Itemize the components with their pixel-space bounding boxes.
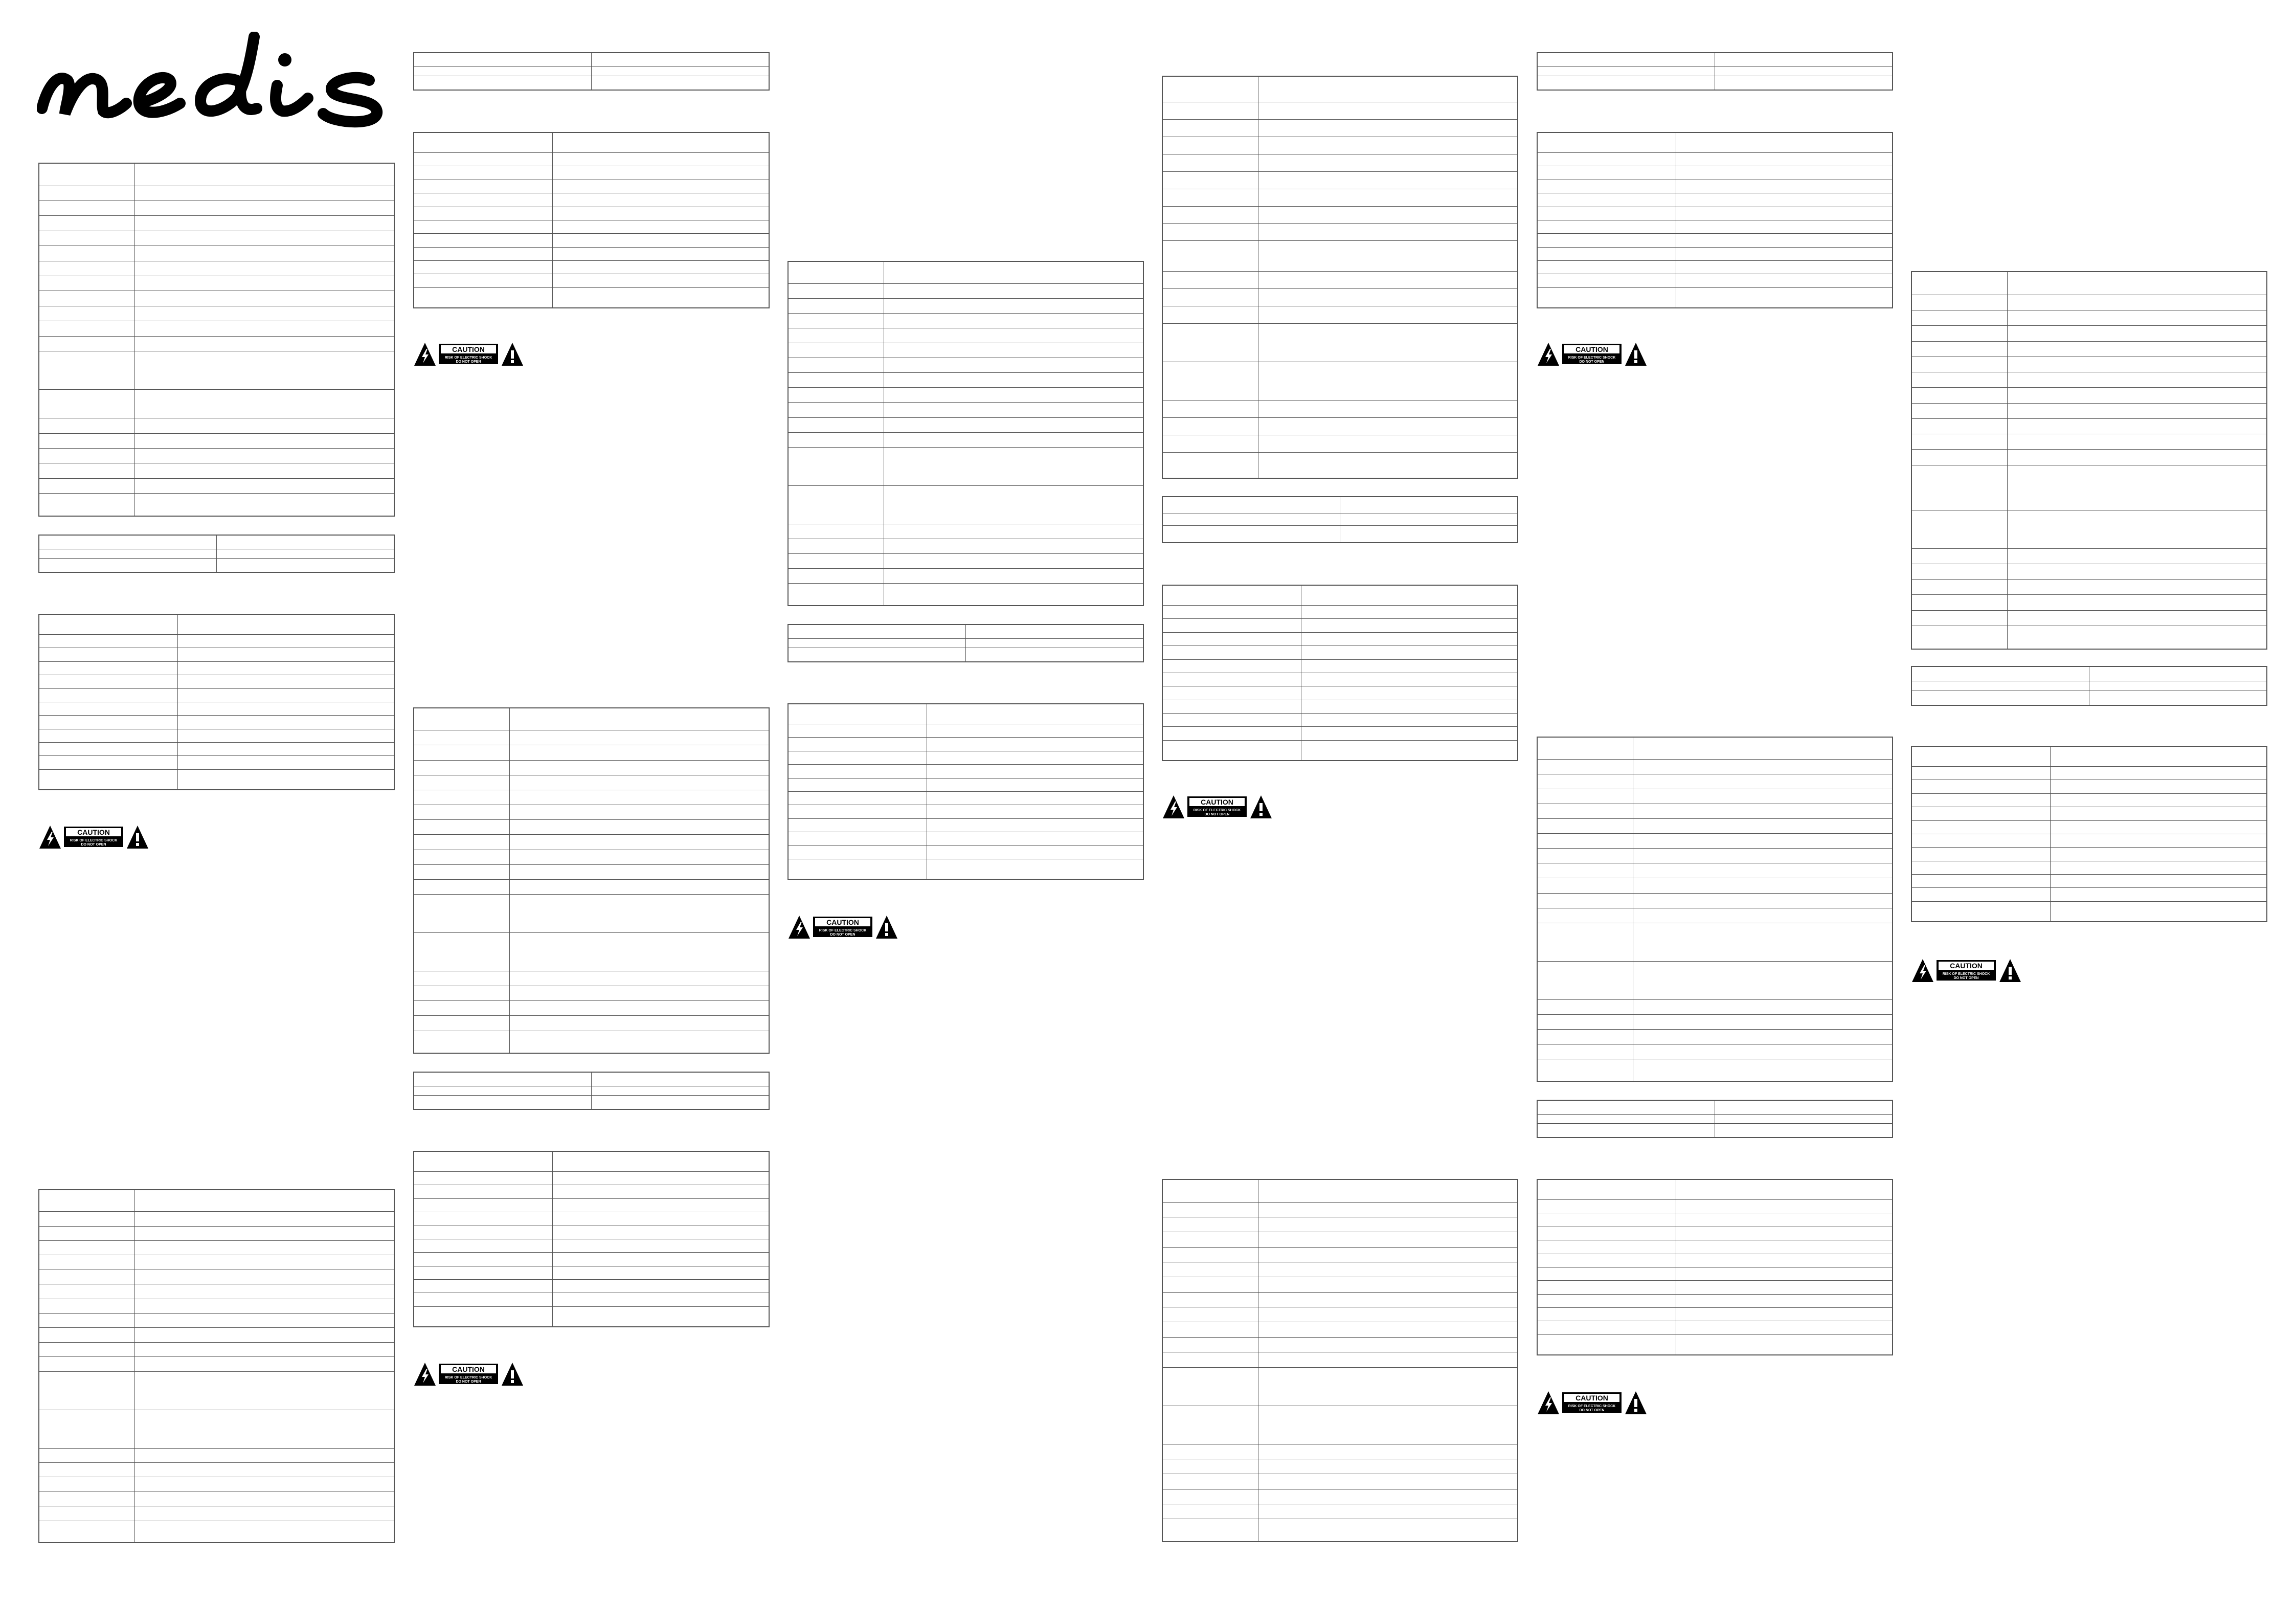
caution-line-2: DO NOT OPEN	[1579, 1409, 1605, 1412]
caution-line-2: DO NOT OPEN	[81, 843, 106, 847]
exclamation-warning-icon	[876, 916, 897, 939]
lightning-warning-icon	[1912, 959, 1933, 982]
caution-line-1: RISK OF ELECTRIC SHOCK	[1568, 1405, 1616, 1408]
lightning-warning-icon	[1538, 343, 1559, 366]
exclamation-warning-icon	[127, 826, 148, 849]
caution-title: CAUTION	[77, 828, 110, 836]
spec-table-p	[1162, 1179, 1518, 1542]
exclamation-warning-icon	[502, 1363, 523, 1386]
spec-table-b	[38, 535, 395, 573]
caution-title: CAUTION	[1575, 345, 1608, 353]
spec-table-n	[1162, 496, 1518, 543]
nedis-logo	[37, 32, 398, 134]
lightning-warning-icon	[1163, 795, 1184, 818]
caution-line-1: RISK OF ELECTRIC SHOCK	[1942, 972, 1990, 976]
caution-label	[1537, 1390, 1649, 1416]
spec-table-g	[413, 707, 770, 1054]
caution-title: CAUTION	[826, 918, 859, 926]
caution-line-2: DO NOT OPEN	[1579, 360, 1605, 364]
caution-label	[413, 1362, 526, 1387]
caution-label	[413, 342, 526, 367]
caution-line-2: DO NOT OPEN	[1953, 976, 1979, 980]
exclamation-warning-icon	[1250, 795, 1272, 818]
spec-table-x	[1911, 746, 2267, 922]
exclamation-warning-icon	[502, 343, 523, 366]
caution-label	[787, 915, 900, 940]
caution-label	[1911, 958, 2023, 984]
caution-line-1: RISK OF ELECTRIC SHOCK	[70, 839, 118, 842]
caution-line-1: RISK OF ELECTRIC SHOCK	[1193, 809, 1241, 812]
lightning-warning-icon	[1538, 1391, 1559, 1414]
spec-table-l	[787, 703, 1144, 880]
caution-line-1: RISK OF ELECTRIC SHOCK	[1568, 356, 1616, 360]
caution-line-2: DO NOT OPEN	[1204, 813, 1230, 816]
caution-label	[1537, 342, 1649, 367]
caution-title: CAUTION	[1575, 1394, 1608, 1402]
spec-table-o	[1162, 585, 1518, 761]
lightning-warning-icon	[39, 826, 61, 849]
spec-table-a	[38, 163, 395, 517]
spec-table-t	[1537, 1100, 1893, 1138]
spec-table-c	[38, 614, 395, 790]
lightning-warning-icon	[414, 343, 436, 366]
spec-table-w	[1911, 666, 2267, 706]
exclamation-warning-icon	[1999, 959, 2021, 982]
spec-table-k	[787, 624, 1144, 662]
caution-title: CAUTION	[1201, 798, 1233, 806]
spec-table-f	[413, 132, 770, 308]
spec-table-h	[413, 1072, 770, 1110]
spec-table-v	[1911, 271, 2267, 650]
caution-title: CAUTION	[452, 345, 485, 353]
caution-line-2: DO NOT OPEN	[456, 1380, 481, 1384]
caution-line-1: RISK OF ELECTRIC SHOCK	[819, 929, 867, 932]
spec-table-e	[413, 52, 770, 91]
lightning-warning-icon	[789, 916, 810, 939]
spec-table-m	[1162, 76, 1518, 479]
spec-table-s	[1537, 737, 1893, 1082]
caution-label	[1162, 794, 1274, 820]
spec-table-d	[38, 1189, 395, 1543]
lightning-warning-icon	[414, 1363, 436, 1386]
spec-table-u	[1537, 1179, 1893, 1355]
caution-line-1: RISK OF ELECTRIC SHOCK	[444, 1376, 492, 1380]
spec-table-i	[413, 1151, 770, 1327]
spec-table-j	[787, 261, 1144, 606]
caution-label	[38, 825, 151, 850]
caution-title: CAUTION	[1950, 962, 1983, 970]
caution-line-1: RISK OF ELECTRIC SHOCK	[444, 356, 492, 360]
caution-line-2: DO NOT OPEN	[830, 933, 856, 937]
spec-table-q	[1537, 52, 1893, 91]
exclamation-warning-icon	[1625, 343, 1647, 366]
exclamation-warning-icon	[1625, 1391, 1647, 1414]
caution-title: CAUTION	[452, 1365, 485, 1373]
caution-line-2: DO NOT OPEN	[456, 360, 481, 364]
spec-table-r	[1537, 132, 1893, 308]
